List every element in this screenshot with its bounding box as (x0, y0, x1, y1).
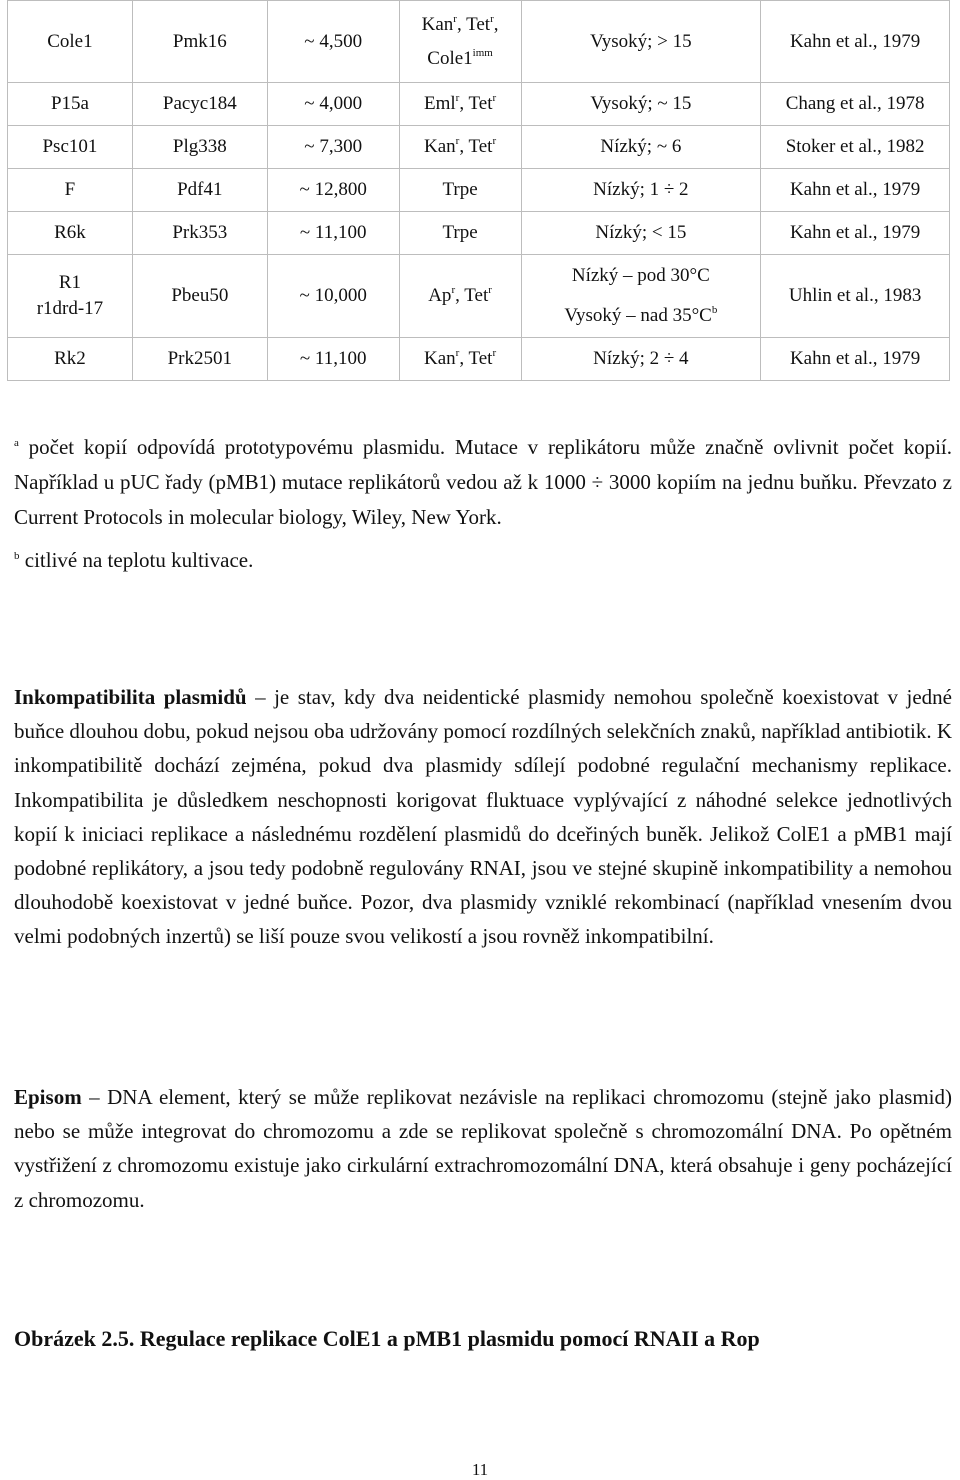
plasmid-cell: Prk353 (132, 212, 267, 255)
size-cell: ~ 11,100 (267, 212, 399, 255)
marker-cell: Trpe (399, 212, 521, 255)
replicon-cell: R1 r1drd-17 (8, 255, 133, 338)
size-cell: ~ 10,000 (267, 255, 399, 338)
reference-cell: Chang et al., 1978 (761, 83, 950, 126)
plasmid-cell: Pmk16 (132, 1, 267, 83)
copy-number-cell: Nízký; ~ 6 (521, 126, 761, 169)
size-cell: ~ 7,300 (267, 126, 399, 169)
incompatibility-paragraph (14, 680, 952, 954)
reference-cell: Kahn et al., 1979 (761, 169, 950, 212)
copy-number-cell: Nízký; 2 ÷ 4 (521, 338, 761, 381)
reference-cell: Kahn et al., 1979 (761, 1, 950, 83)
incompatibility-text: – je stav, kdy dva neidentické plasmidy nemohou společně koexistovat v jedné buňce dlouhou dobu, pokud nejsou oba udržovány pomocí rozdílných selekčních znaků, například antibiotik. K inkompatibilitě dochází zejména, pokud dva plasmidy sdílejí podobné regulační mechanismy replikace. Inkompatibilita je důsledkem neschopnosti korigovat fluktuace vyplývající z náhodné selekce jednotlivých kopií k iniciaci replikace a následnému rozdělení plasmidů do dceřiných buněk. Jelikož ColE1 a pMB1 mají podobné replikátory, a jsou tedy podobně regulovány RNAI, jsou ve stejné skupině inkompatibility a nemohou dlouhodobě koexistovat v jedné buňce. Pozor, dva plasmidy vzniklé rekombinací (například vnesením dvou velmi podobných inzertů) se liší pouze svou velikostí a jsou rovněž inkompatibilní. (14, 685, 952, 949)
marker-cell: Trpe (399, 169, 521, 212)
episome-paragraph (14, 1080, 952, 1217)
table-row (8, 212, 950, 255)
copy-number-cell: Vysoký; ~ 15 (521, 83, 761, 126)
replicon-cell: Psc101 (8, 126, 133, 169)
reference-cell: Stoker et al., 1982 (761, 126, 950, 169)
episome-term: Episom (14, 1085, 82, 1109)
reference-cell: Kahn et al., 1979 (761, 212, 950, 255)
table-row (8, 126, 950, 169)
table-row (8, 1, 950, 83)
marker-cell: Ap$^r$, Tet$^r$ (399, 255, 521, 338)
table-row (8, 169, 950, 212)
replicon-cell: Rk2 (8, 338, 133, 381)
replicon-cell: P15a (8, 83, 133, 126)
size-cell: ~ 11,100 (267, 338, 399, 381)
marker-cell: Kan$^r$, Tet$^r$ (399, 126, 521, 169)
plasmid-cell: Pacyc184 (132, 83, 267, 126)
size-cell: ~ 4,000 (267, 83, 399, 126)
replicon-cell: Cole1 (8, 1, 133, 83)
marker-cell: Eml$^r$, Tet$^r$ (399, 83, 521, 126)
footnote-a-text: počet kopií odpovídá prototypovému plasmidu. Mutace v replikátoru může značně ovlivnit počet kopií. Například u pUC řady (pMB1) mutace replikátorů vedou až k 1000 ÷ 3000 kopiím na jednu buňku. Převzato z Current Protocols in molecular biology, Wiley, New York. (14, 435, 952, 529)
table-row (8, 255, 950, 338)
table-row (8, 83, 950, 126)
copy-number-cell: Nízký; < 15 (521, 212, 761, 255)
replicon-cell: F (8, 169, 133, 212)
table-row (8, 338, 950, 381)
reference-cell: Uhlin et al., 1983 (761, 255, 950, 338)
copy-number-cell: Vysoký; > 15 (521, 1, 761, 83)
episome-text: – DNA element, který se může replikovat nezávisle na replikaci chromozomu (stejně jako plasmid) nebo se může integrovat do chromozomu a zde se replikovat společně s chromozomální DNA. Po opětném vystřižení z chromozomu existuje jako cirkulární extrachromozomální DNA, která obsahuje i geny pocházející z chromozomu. (14, 1085, 952, 1212)
footnote-b (14, 543, 952, 578)
figure-caption: Obrázek 2.5. Regulace replikace ColE1 a pMB1 plasmidu pomocí RNAII a Rop (14, 1326, 760, 1351)
marker-cell: Kan$^r$, Tet$^r$, $Cole1^{imm}$ (399, 1, 521, 83)
footnote-b-mark: b (14, 550, 20, 562)
table-footnotes (14, 430, 952, 578)
plasmid-cell: Pbeu50 (132, 255, 267, 338)
size-cell: ~ 12,800 (267, 169, 399, 212)
plasmid-table (7, 0, 950, 381)
copy-number-cell: Nízký – pod 30°C Vysoký – nad $35^\circ C^b$ (521, 255, 761, 338)
marker-cell: Kan$^r$, Tet$^r$ (399, 338, 521, 381)
page-number: 11 (471, 1460, 489, 1479)
plasmid-cell: Plg338 (132, 126, 267, 169)
size-cell: ~ 4,500 (267, 1, 399, 83)
replicon-cell: R6k (8, 212, 133, 255)
incompatibility-term: Inkompatibilita plasmidů (14, 685, 247, 709)
footnote-a (14, 430, 952, 535)
reference-cell: Kahn et al., 1979 (761, 338, 950, 381)
plasmid-cell: Prk2501 (132, 338, 267, 381)
footnote-a-mark: a (14, 437, 19, 449)
plasmid-cell: Pdf41 (132, 169, 267, 212)
footnote-b-text: citlivé na teplotu kultivace. (19, 548, 254, 572)
copy-number-cell: Nízký; 1 ÷ 2 (521, 169, 761, 212)
